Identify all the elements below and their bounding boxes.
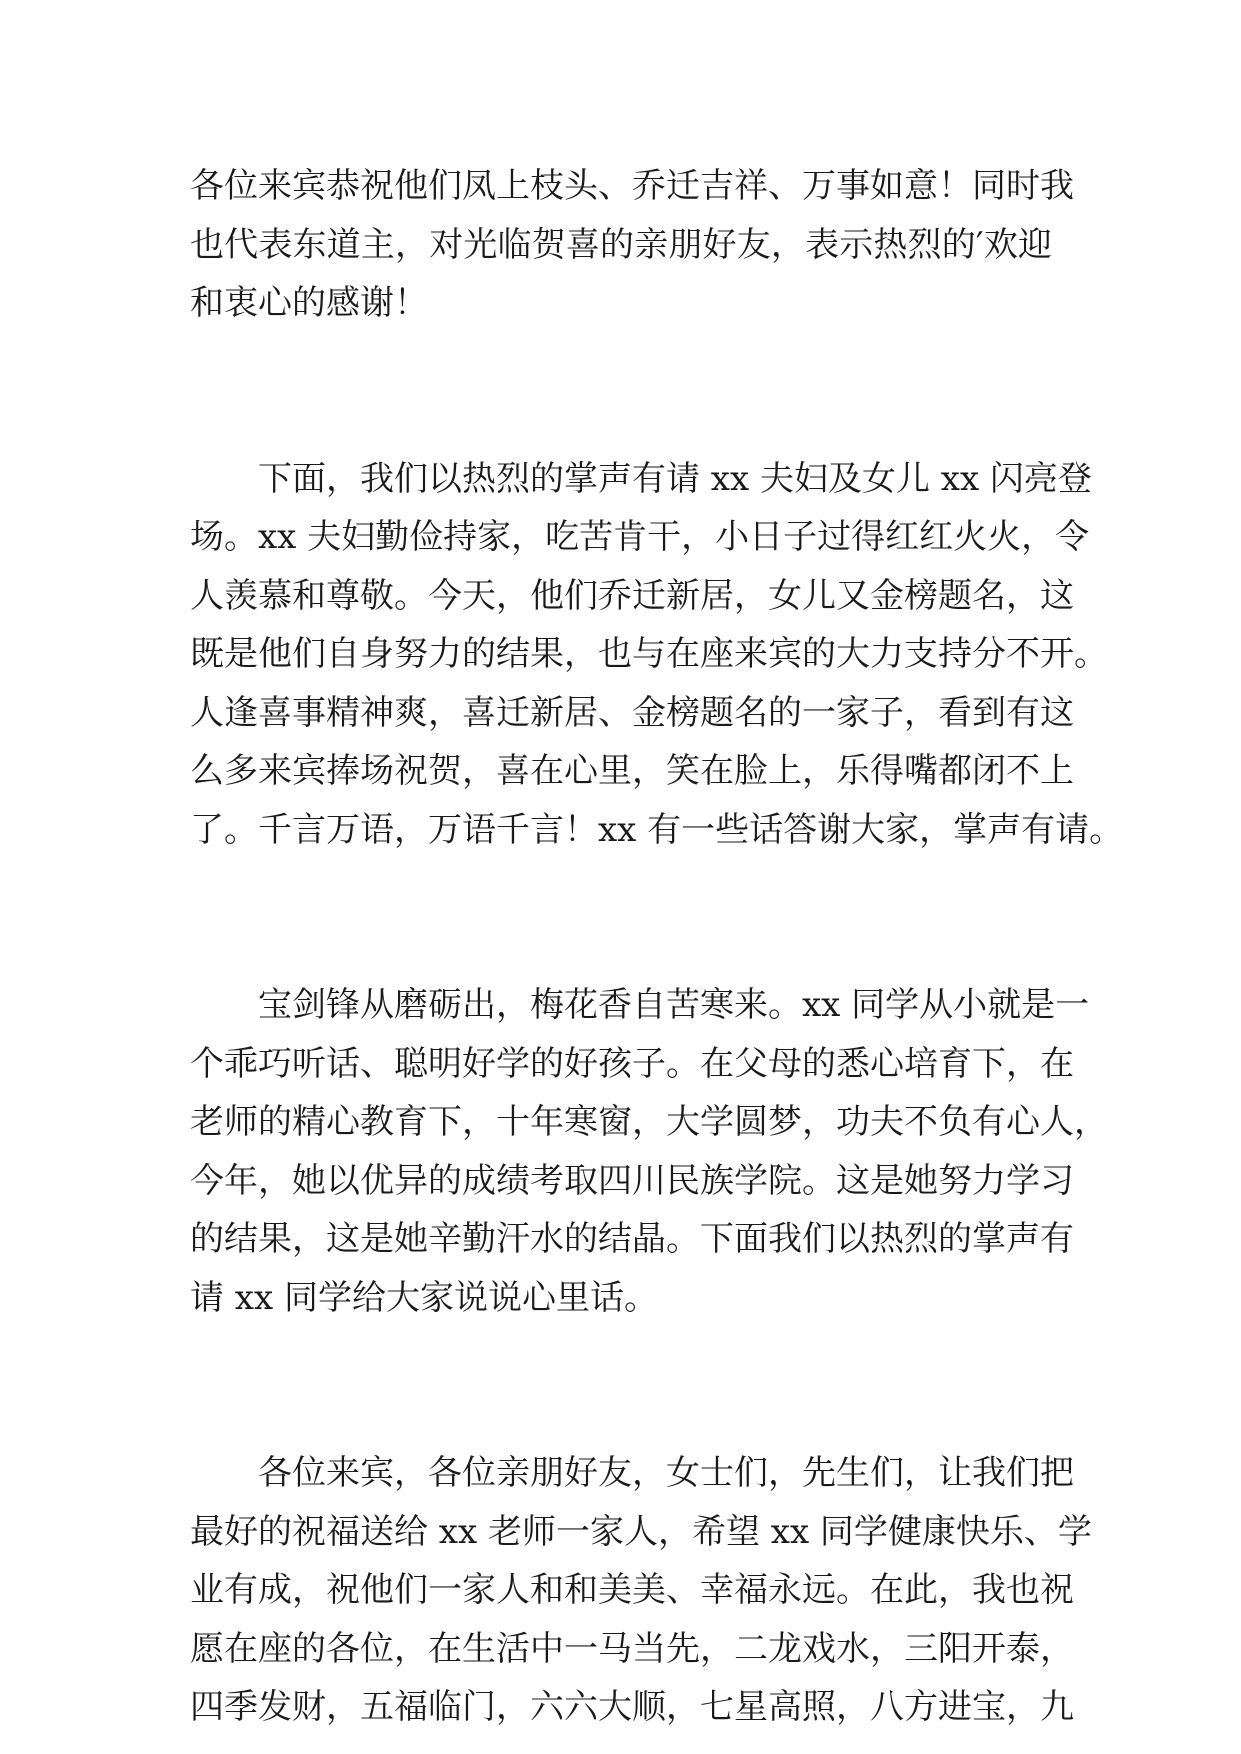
text-line: 四季发财，五福临门，六六大顺，七星高照，八方进宝，九	[190, 1687, 1074, 1727]
text-line: 下面，我们以热烈的掌声有请 xx 夫妇及女儿 xx 闪亮登	[190, 458, 1092, 499]
text-line: 了。千言万语，万语千言！xx 有一些话答谢大家，掌声有请。	[190, 809, 1124, 850]
paragraph-4	[190, 1444, 1092, 1737]
paragraph-1	[190, 157, 1074, 333]
text-line: 和衷心的感谢！	[190, 283, 428, 323]
text-line: 最好的祝福送给 xx 老师一家人，希望 xx 同学健康快乐、学	[190, 1511, 1092, 1552]
text-line: 各位来宾，各位亲朋好友，女士们，先生们，让我们把	[190, 1453, 1074, 1493]
text-line: 宝剑锋从磨砺出，梅花香自苦寒来。xx 同学从小就是一	[190, 985, 1090, 1025]
text-line: 各位来宾恭祝他们凤上枝头、乔迁吉祥、万事如意！同时我	[190, 166, 1074, 206]
text-line: 请 xx 同学给大家说说心里话。	[190, 1277, 658, 1318]
text-line: 也代表东道主，对光临贺喜的亲朋好友，表示热烈的′欢迎	[190, 224, 1052, 265]
text-line: 个乖巧听话、聪明好学的好孩子。在父母的悉心培育下，在	[190, 1043, 1074, 1084]
text-line: 老师的精心教育下，十年寒窗，大学圆梦，功夫不负有心人，	[190, 1102, 1108, 1142]
text-line: 么多来宾捧场祝贺，喜在心里，笑在脸上，乐得嘴都闭不上	[190, 751, 1074, 791]
text-line: 愿在座的各位，在生活中一马当先，二龙戏水，三阳开泰，	[190, 1628, 1074, 1669]
text-line: 人逢喜事精神爽，喜迁新居、金榜题名的一家子，看到有这	[190, 692, 1074, 733]
paragraph-2	[190, 450, 1124, 860]
text-line: 场。xx 夫妇勤俭持家，吃苦肯干，小日子过得红红火火，令	[190, 517, 1090, 557]
text-line: 既是他们自身努力的结果，也与在座来宾的大力支持分不开。	[190, 634, 1108, 674]
paragraph-3	[190, 976, 1108, 1327]
text-line: 的结果，这是她辛勤汗水的结晶。下面我们以热烈的掌声有	[190, 1219, 1074, 1259]
text-line: 今年，她以优异的成绩考取四川民族学院。这是她努力学习	[190, 1160, 1074, 1201]
text-line: 业有成，祝他们一家人和和美美、幸福永远。在此，我也祝	[190, 1570, 1074, 1610]
document-body	[190, 157, 1124, 1737]
text-line: 人羡慕和尊敬。今天，他们乔迁新居，女儿又金榜题名，这	[190, 575, 1074, 616]
